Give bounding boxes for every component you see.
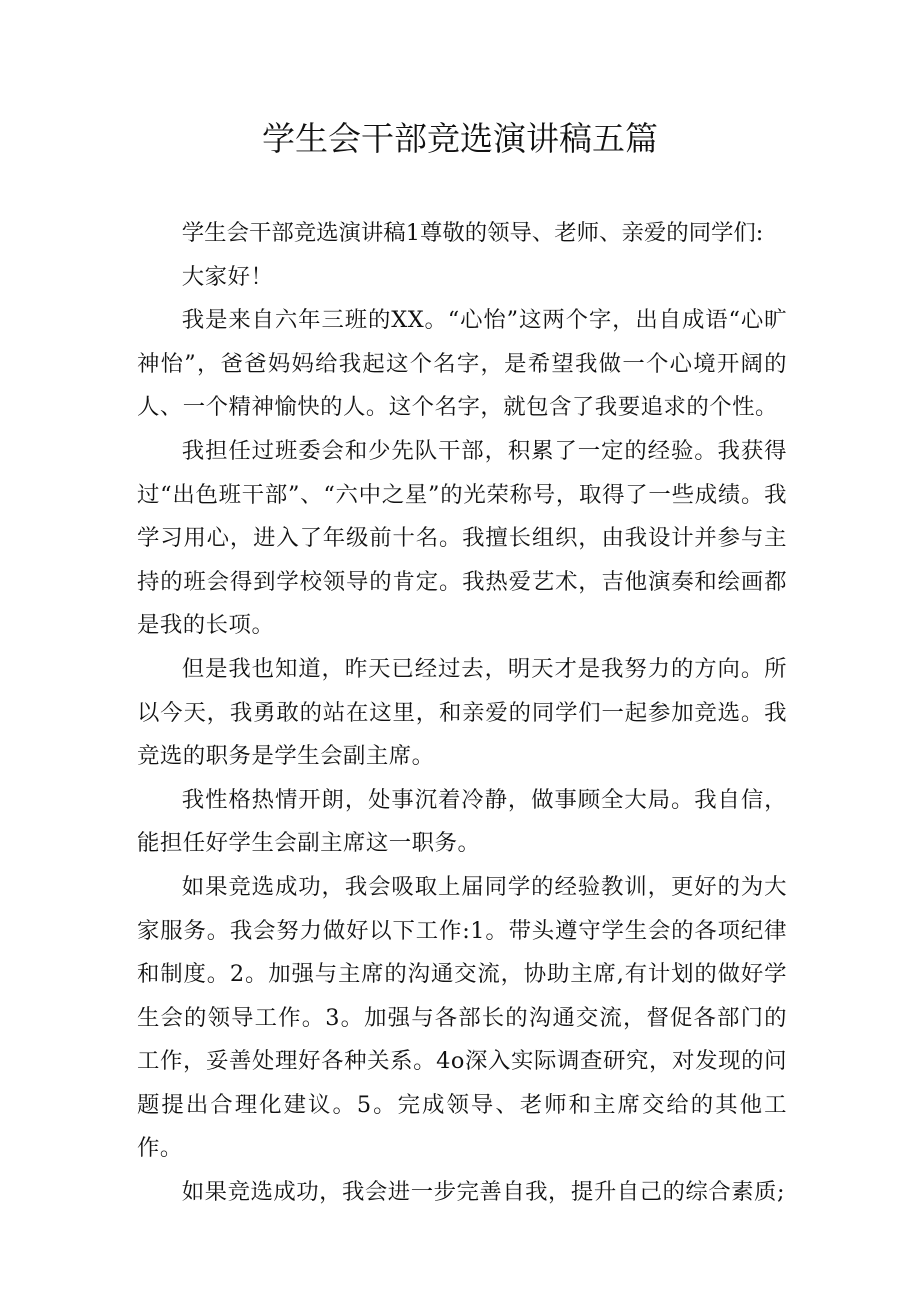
document-body xyxy=(137,212,787,1215)
paragraph-greeting: 大家好！ xyxy=(181,263,274,290)
paragraph-introduction: 我是来自六年三班的XX。“心怡”这两个字，出自成语“心旷神怡”，爸爸妈妈给我起这个名字，是希望我做一个心境开阔的人、一个精神愉快的人。这个名字，就包含了我要追求的个性。 xyxy=(137,307,787,421)
paragraph-work-plan: 如果竞选成功，我会吸取上届同学的经验教训，更好的为大家服务。我会努力做好以下工作:1。带头遵守学生会的各项纪律和制度。2。加强与主席的沟通交流，协助主席,有计划的做好学生会的领导工作。3。加强与各部长的沟通交流，督促各部门的工作，妥善处理好各种关系。4o深入实际调查研究，对发现的问题提出合理化建议。5。完成领导、老师和主席交给的其他工作。 xyxy=(137,873,787,1162)
paragraph-personality: 我性格热情开朗，处事沉着冷静，做事顾全大局。我自信，能担任好学生会副主席这一职务。 xyxy=(137,786,787,857)
paragraph-self-improvement: 如果竞选成功，我会进一步完善自我，提升自己的综合素质; xyxy=(181,1179,785,1206)
paragraph-salutation: 学生会干部竞选演讲稿1尊敬的领导、老师、亲爱的同学们: xyxy=(181,220,764,246)
document-title: 学生会干部竞选演讲稿五篇 xyxy=(262,119,658,158)
paragraph-experience: 我担任过班委会和少先队干部，积累了一定的经验。我获得过“出色班干部”、“六中之星”的光荣称号，取得了一些成绩。我学习用心，进入了年级前十名。我擅长组织，由我设计并参与主持的班会得到学校领导的肯定。我热爱艺术，吉他演奏和绘画都是我的长项。 xyxy=(137,437,787,639)
paragraph-candidacy: 但是我也知道，昨天已经过去，明天才是我努力的方向。所以今天，我勇敢的站在这里，和亲爱的同学们一起参加竞选。我竞选的职务是学生会副主席。 xyxy=(137,655,787,770)
